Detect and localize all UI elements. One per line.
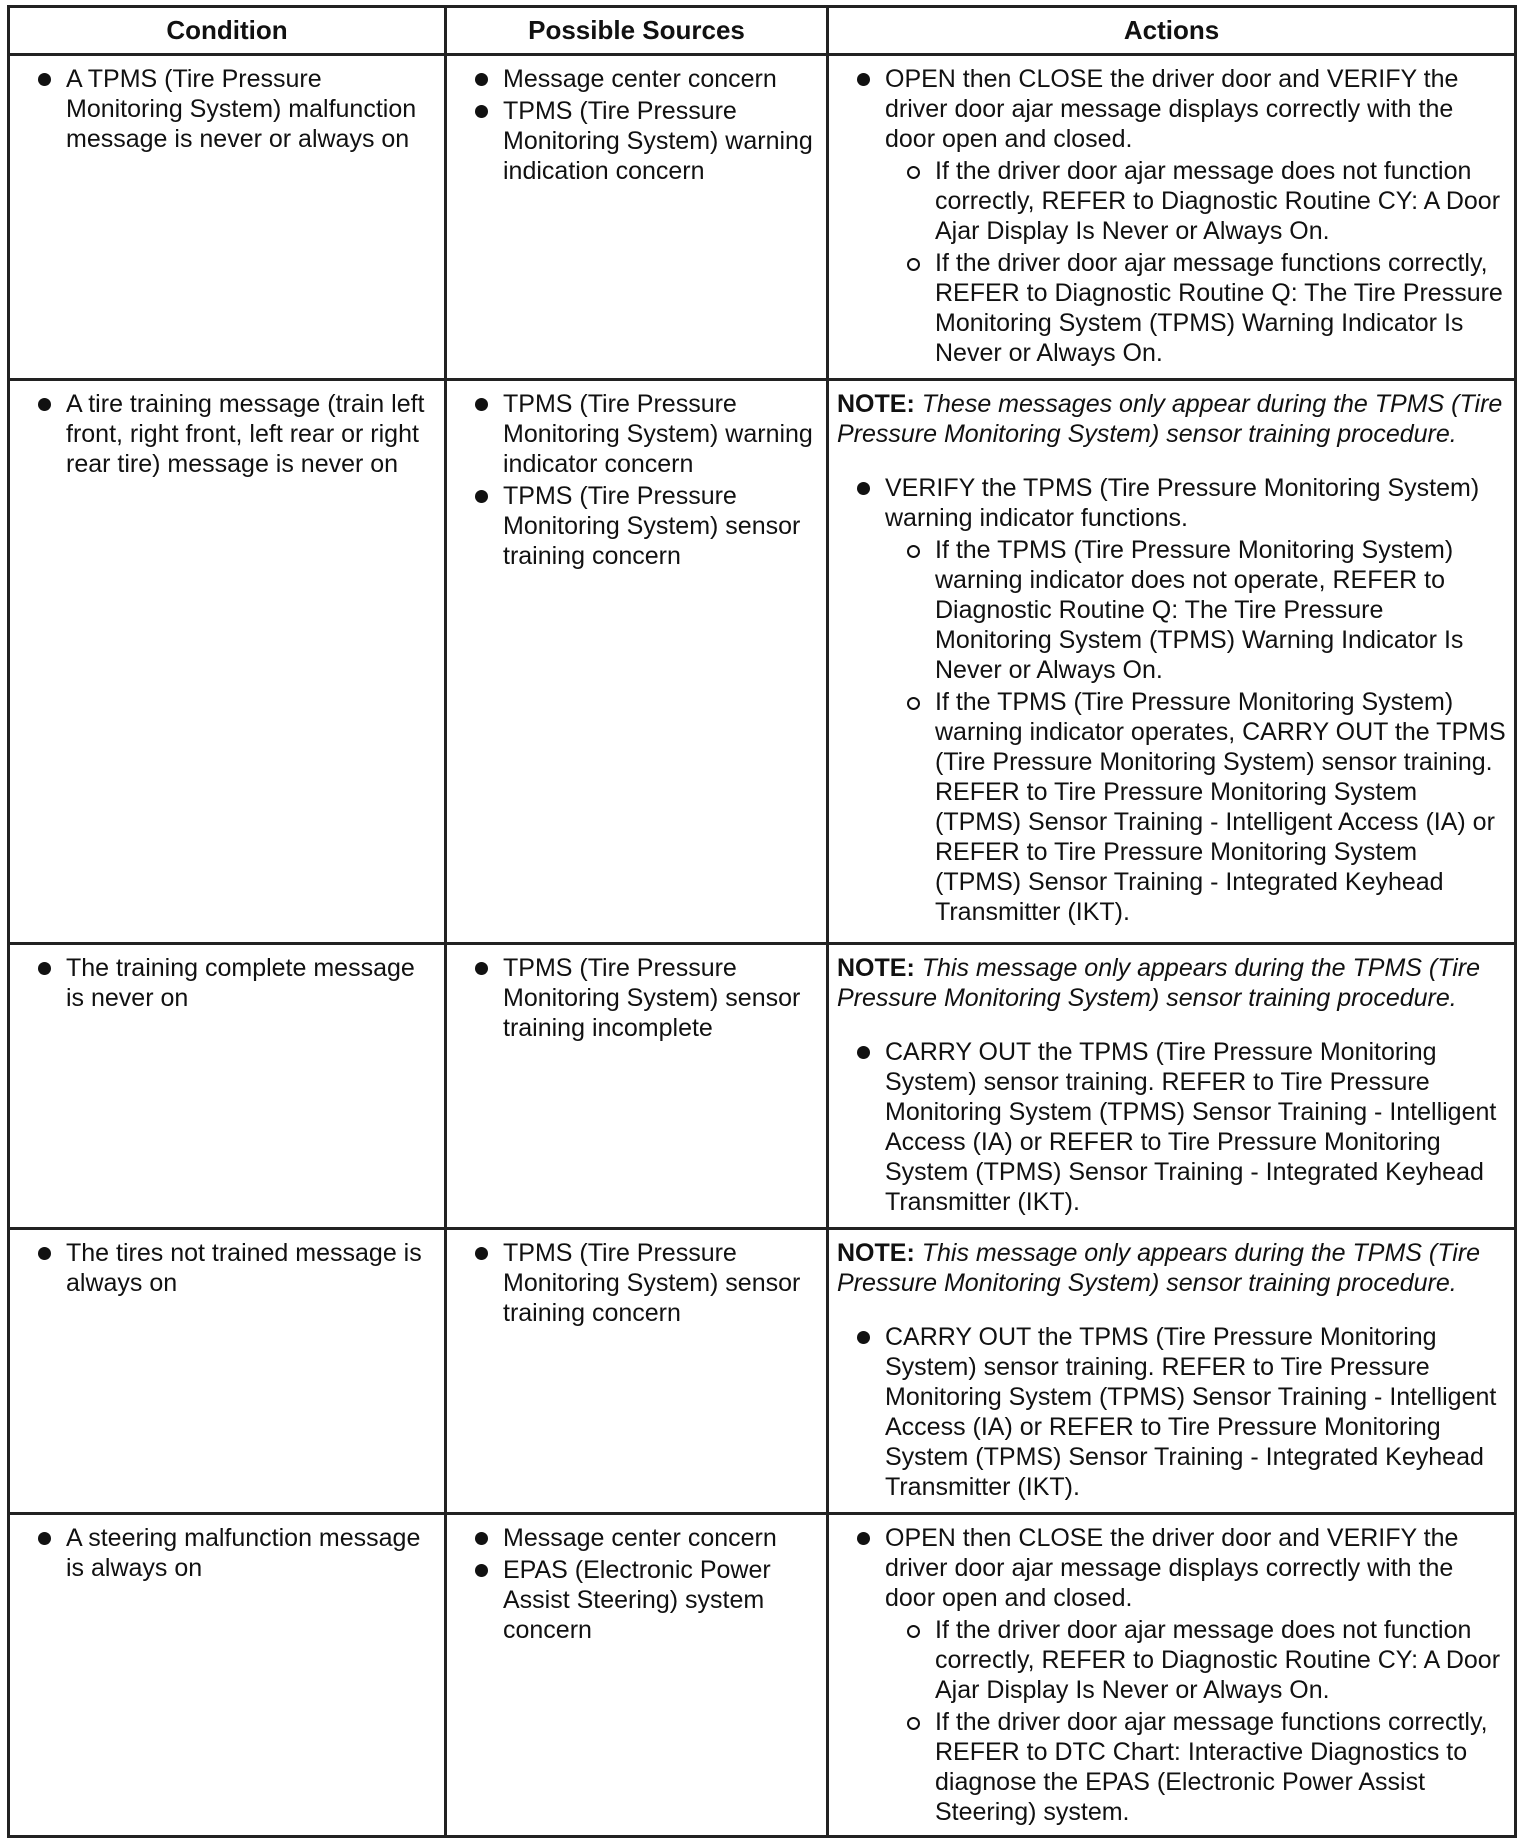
actions-cell <box>828 55 1516 380</box>
table-row <box>9 1514 1516 1837</box>
source-item <box>455 953 818 1043</box>
note <box>837 389 1506 449</box>
source-text: TPMS (Tire Pressure Monitoring System) warning indicator concern <box>503 390 813 478</box>
bullet-dot-icon <box>38 73 51 86</box>
condition-item <box>18 389 436 479</box>
action-subitem <box>885 1707 1506 1827</box>
condition-cell <box>9 380 446 944</box>
bullet-dot-icon <box>38 962 51 975</box>
table-header-row <box>9 7 1516 55</box>
bullet-dot-icon <box>38 398 51 411</box>
header-possible-sources: Possible Sources <box>446 7 828 55</box>
bullet-dot-icon <box>38 1532 51 1545</box>
action-subitem-text: If the TPMS (Tire Pressure Monitoring System) warning indicator does not operate, REFER to Diagnostic Routine Q: The Tire Pressure Monitoring System (TPMS) Warning Indicator Is Never or Always On. <box>935 536 1464 684</box>
sources-cell <box>446 1514 828 1837</box>
condition-cell <box>9 1229 446 1514</box>
note-text: This message only appears during the TPMS (Tire Pressure Monitoring System) sensor training procedure. <box>837 1239 1481 1297</box>
symptom-chart-table <box>7 5 1517 1838</box>
bullet-dot-icon <box>857 1532 870 1545</box>
source-item <box>455 64 818 94</box>
source-item <box>455 96 818 186</box>
condition-cell <box>9 55 446 380</box>
action-subitem <box>885 1615 1506 1705</box>
bullet-dot-icon <box>857 1331 870 1344</box>
source-item <box>455 1238 818 1328</box>
bullet-dot-icon <box>475 490 488 503</box>
action-text: OPEN then CLOSE the driver door and VERIFY the driver door ajar message displays correctly with the door open and closed. <box>885 65 1459 153</box>
note-text: These messages only appear during the TPMS (Tire Pressure Monitoring System) sensor training procedure. <box>837 390 1503 448</box>
action-item <box>837 1037 1506 1217</box>
bullet-dot-icon <box>857 73 870 86</box>
sources-cell <box>446 1229 828 1514</box>
bullet-dot-icon <box>475 73 488 86</box>
source-item <box>455 389 818 479</box>
note <box>837 953 1506 1013</box>
action-subitem-text: If the driver door ajar message functions correctly, REFER to DTC Chart: Interactive Diagnostics to diagnose the EPAS (Electronic Power Assist Steering) system. <box>935 1708 1488 1826</box>
source-item <box>455 481 818 571</box>
bullet-circle-icon <box>907 697 920 710</box>
actions-cell <box>828 1229 1516 1514</box>
actions-cell <box>828 944 1516 1229</box>
condition-cell <box>9 944 446 1229</box>
source-text: Message center concern <box>503 1524 777 1552</box>
header-actions: Actions <box>828 7 1516 55</box>
bullet-dot-icon <box>475 1564 488 1577</box>
condition-item <box>18 1238 436 1298</box>
source-text: EPAS (Electronic Power Assist Steering) system concern <box>503 1556 771 1644</box>
source-item <box>455 1555 818 1645</box>
source-text: TPMS (Tire Pressure Monitoring System) sensor training incomplete <box>503 954 801 1042</box>
action-text: CARRY OUT the TPMS (Tire Pressure Monitoring System) sensor training. REFER to Tire Pressure Monitoring System (TPMS) Sensor Training - Intelligent Access (IA) or REFER to Tire Pressure Monitoring System (TPMS) Sensor Training - Integrated Keyhead Transmitter (IKT). <box>885 1323 1497 1501</box>
action-text: VERIFY the TPMS (Tire Pressure Monitoring System) warning indicator functions. <box>885 474 1480 532</box>
action-subitem-text: If the driver door ajar message functions correctly, REFER to Diagnostic Routine Q: The Tire Pressure Monitoring System (TPMS) Warning Indicator Is Never or Always On. <box>935 249 1503 367</box>
note <box>837 1238 1506 1298</box>
bullet-circle-icon <box>907 1717 920 1730</box>
note-label: NOTE: <box>837 954 915 982</box>
action-item <box>837 1523 1506 1827</box>
action-subitem <box>885 535 1506 685</box>
bullet-dot-icon <box>475 105 488 118</box>
action-subitem-text: If the driver door ajar message does not function correctly, REFER to Diagnostic Routine CY: A Door Ajar Display Is Never or Always On. <box>935 157 1501 245</box>
action-subitem-text: If the TPMS (Tire Pressure Monitoring System) warning indicator operates, CARRY OUT the TPMS (Tire Pressure Monitoring System) sensor training. REFER to Tire Pressure Monitoring System (TPMS) Sensor Training - Intelligent Access (IA) or REFER to Tire Pressure Monitoring System (TPMS) Sensor Training - Integrated Keyhead Transmitter (IKT). <box>935 688 1506 926</box>
table-row <box>9 380 1516 944</box>
source-text: TPMS (Tire Pressure Monitoring System) warning indication concern <box>503 97 813 185</box>
action-subitem <box>885 248 1506 368</box>
table-row <box>9 1229 1516 1514</box>
sources-cell <box>446 944 828 1229</box>
source-text: TPMS (Tire Pressure Monitoring System) sensor training concern <box>503 482 801 570</box>
source-text: Message center concern <box>503 65 777 93</box>
action-item <box>837 64 1506 368</box>
note-label: NOTE: <box>837 1239 915 1267</box>
action-text: OPEN then CLOSE the driver door and VERIFY the driver door ajar message displays correctly with the door open and closed. <box>885 1524 1459 1612</box>
action-item <box>837 1322 1506 1502</box>
action-text: CARRY OUT the TPMS (Tire Pressure Monitoring System) sensor training. REFER to Tire Pressure Monitoring System (TPMS) Sensor Training - Intelligent Access (IA) or REFER to Tire Pressure Monitoring System (TPMS) Sensor Training - Integrated Keyhead Transmitter (IKT). <box>885 1038 1497 1216</box>
bullet-circle-icon <box>907 1625 920 1638</box>
action-item <box>837 473 1506 927</box>
condition-text: A steering malfunction message is always on <box>66 1524 421 1582</box>
bullet-dot-icon <box>475 1532 488 1545</box>
note-text: This message only appears during the TPMS (Tire Pressure Monitoring System) sensor training procedure. <box>837 954 1481 1012</box>
header-condition: Condition <box>9 7 446 55</box>
bullet-dot-icon <box>857 1046 870 1059</box>
sources-cell <box>446 55 828 380</box>
bullet-dot-icon <box>38 1247 51 1260</box>
condition-cell <box>9 1514 446 1837</box>
source-text: TPMS (Tire Pressure Monitoring System) sensor training concern <box>503 1239 801 1327</box>
table-row <box>9 944 1516 1229</box>
source-item <box>455 1523 818 1553</box>
condition-text: A TPMS (Tire Pressure Monitoring System) malfunction message is never or always on <box>66 65 417 153</box>
bullet-circle-icon <box>907 258 920 271</box>
action-subitem-text: If the driver door ajar message does not function correctly, REFER to Diagnostic Routine CY: A Door Ajar Display Is Never or Always On. <box>935 1616 1501 1704</box>
action-subitem <box>885 687 1506 927</box>
bullet-dot-icon <box>475 398 488 411</box>
actions-cell <box>828 380 1516 944</box>
condition-text: The training complete message is never on <box>66 954 415 1012</box>
bullet-circle-icon <box>907 545 920 558</box>
condition-text: A tire training message (train left front, right front, left rear or right rear tire) message is never on <box>66 390 425 478</box>
bullet-circle-icon <box>907 166 920 179</box>
condition-text: The tires not trained message is always on <box>66 1239 422 1297</box>
condition-item <box>18 953 436 1013</box>
bullet-dot-icon <box>857 482 870 495</box>
bullet-dot-icon <box>475 962 488 975</box>
sources-cell <box>446 380 828 944</box>
action-subitem <box>885 156 1506 246</box>
table-row <box>9 55 1516 380</box>
note-label: NOTE: <box>837 390 915 418</box>
condition-item <box>18 1523 436 1583</box>
actions-cell <box>828 1514 1516 1837</box>
condition-item <box>18 64 436 154</box>
bullet-dot-icon <box>475 1247 488 1260</box>
